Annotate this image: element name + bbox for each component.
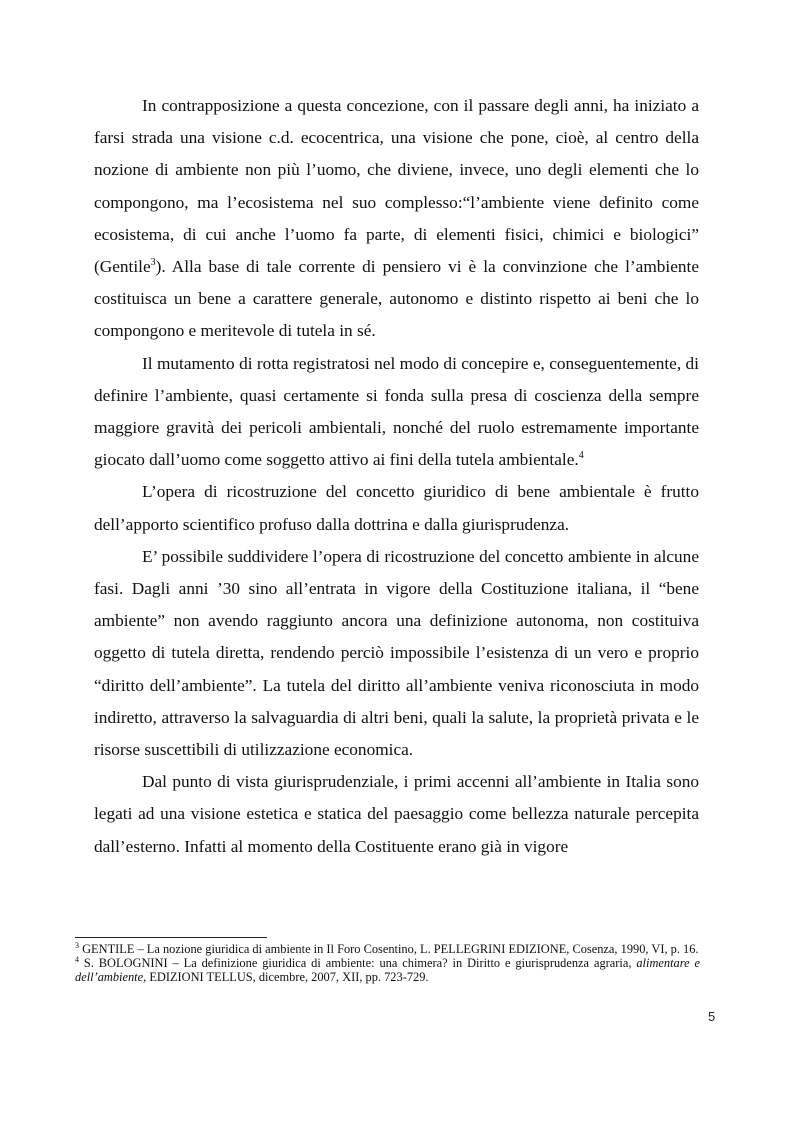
footnote-number: 4 (75, 954, 79, 964)
paragraph-text: In contrapposizione a questa concezione, con il passare degli anni, ha iniziato a farsi strada una visione c.d. ecocentrica, una visione che pone, cioè, al centro della nozione di ambiente non più l’uomo, che diviene, invece, uno degli elementi che lo compongono, ma l’ecosistema nel suo complesso:“l’ambiente viene definito come ecosistema, di cui anche l’uomo fa parte, di elementi fisici, chimici e biologici” (Gentile (94, 96, 699, 277)
paragraph-text: L’opera di ricostruzione del concetto giuridico di bene ambientale è frutto dell’apporto scientifico profuso dalla dottrina e dalla giurisprudenza. (94, 482, 699, 534)
page-body (94, 90, 699, 863)
footnote-text-tail: , EDIZIONI TELLUS, dicembre, 2007, XII, pp. 723-729. (143, 970, 429, 984)
footnote-3 (75, 942, 700, 956)
footnote-italic-text: alimentare e dell’ambiente (75, 956, 700, 984)
footnote-4 (75, 956, 700, 984)
footnote-text: GENTILE – La nozione giuridica di ambiente in Il Foro Cosentino, L. PELLEGRINI EDIZIONE, Cosenza, 1990, VI, p. 16. (82, 942, 699, 956)
paragraph-text: Il mutamento di rotta registratosi nel modo di concepire e, conseguentemente, di definire l’ambiente, quasi certamente si fonda sulla presa di coscienza della sempre maggiore gravità dei pericoli ambientali, nonché del ruolo estremamente importante giocato dall’uomo come soggetto attivo ai fini della tutela ambientale. (94, 353, 699, 470)
paragraph-text: E’ possibile suddividere l’opera di ricostruzione del concetto ambiente in alcune fasi. Dagli anni ’30 sino all’entrata in vigore della Costituzione italiana, il “bene ambiente” non avendo raggiunto ancora una definizione autonoma, non costituiva oggetto di tutela diretta, rendendo perciò impossibile l’esistenza di un vero e proprio “diritto dell’ambiente”. La tutela del diritto all’ambiente veniva riconosciuta in modo indiretto, attraverso la salvaguardia di altri beni, quali la salute, la proprietà privata e le risorse suscettibili di utilizzazione economica. (94, 546, 699, 760)
paragraph-3 (94, 476, 699, 540)
paragraph-text: Dal punto di vista giurisprudenziale, i primi accenni all’ambiente in Italia sono legati ad una visione estetica e statica del paesaggio come bellezza naturale percepita dall’esterno. Infatti al momento della Costituente erano già in vigore (94, 772, 699, 856)
paragraph-1 (94, 90, 699, 348)
footnotes (75, 942, 700, 984)
footnote-ref-4[interactable]: 4 (578, 450, 584, 462)
footnote-text: S. BOLOGNINI – La definizione giuridica di ambiente: una chimera? in Diritto e giurisprudenza agraria, (83, 956, 637, 970)
footnote-number: 3 (75, 940, 79, 950)
footnote-separator (75, 937, 267, 938)
footnote-ref-3[interactable]: 3 (150, 257, 156, 269)
paragraph-4 (94, 541, 699, 766)
paragraph-text-tail: ). Alla base di tale corrente di pensiero vi è la convinzione che l’ambiente costituisca un bene a carattere generale, autonomo e distinto rispetto ai beni che lo compongono e meritevole di tutela in sé. (94, 257, 699, 341)
paragraph-5 (94, 766, 699, 863)
page-number: 5 (708, 1009, 716, 1024)
paragraph-2 (94, 348, 699, 477)
